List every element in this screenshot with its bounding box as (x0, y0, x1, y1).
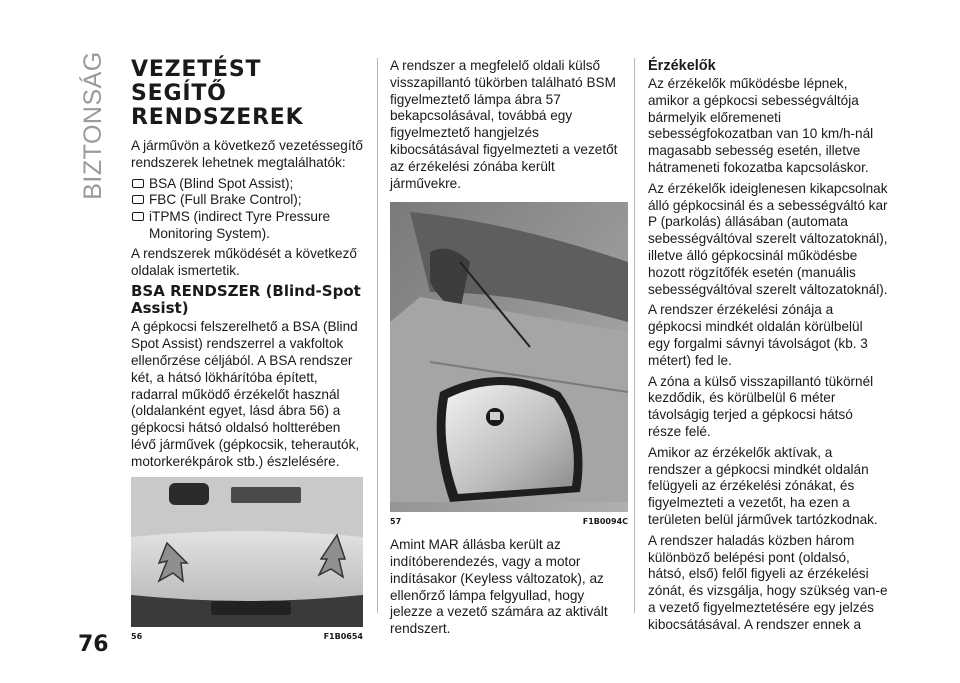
column-divider (634, 58, 635, 613)
figure-57 (390, 202, 628, 531)
sensors-paragraph: A rendszer érzékelési zónája a gépkocsi mindkét oldalán körülbelül egy forgalmi sávnyi távolságot (kb. 3 métert) fed le. (648, 302, 868, 368)
car-rear-bumper-image (131, 477, 363, 627)
outro-paragraph: A rendszerek működését a következő oldalak ismertetik. (131, 245, 357, 278)
list-item: FBC (Full Brake Control); (131, 192, 363, 209)
column-divider (377, 58, 378, 613)
mar-paragraph: Amint MAR állásba került az indítóberendezés, vagy a motor indításakor (Keyless változatok), az ellenőrző lámpa felgyullad, hogy jelezze a vezető számára az aktivált rendszert. (390, 537, 608, 637)
bullet-icon (132, 212, 144, 221)
figure-caption (390, 514, 628, 531)
column-2 (390, 58, 628, 642)
column-1 (131, 58, 363, 651)
section-tab: BIZTONSÁG (78, 50, 107, 200)
figure-caption (131, 629, 363, 646)
bullet-icon (132, 179, 144, 188)
sensors-paragraph: Az érzékelők ideiglenesen kikapcsolnak álló gépkocsinál és a sebességváltó kar P (parkolás) állásában (automata sebességváltóval szerelt változatoknál), illetve álló gépkocsinál működésbe hozott rögzítőfék esetén (manuális sebességváltóval szerelt változatoknál). (648, 180, 888, 297)
systems-list (131, 176, 363, 243)
bsm-paragraph: A rendszer a megfelelő oldali külső visszapillantó tükörben található BSM figyelmeztető lámpa ábra 57 bekapcsolásával, továbbá egy figyelmeztető hangjelzés kibocsátásával figyelmezteti a vezetőt az érzékelési zónába került járművekre. (390, 58, 618, 191)
sensors-paragraph: Amikor az érzékelők aktívak, a rendszer a gépkocsi mindkét oldalán felügyeli az érzékelési zónákat, és figyelmezteti a vezetőt, ha ezen a területen belül járművek tartózkodnak. (648, 444, 878, 527)
bsa-paragraph: A gépkocsi felszerelhető a BSA (Blind Spot Assist) rendszerrel a vakfoltok ellenőrzése céljából. A BSA rendszer két, a hátsó lökhárítóba épített, radarral működő érzékelőt használ (oldalanként egyet, lásd ábra 56) a gépkocsi hátsó oldalsó holtterében lévő járművek (gépkocsik, teherautók, motorkerékpárok stb.) észlelésére. (131, 319, 360, 469)
bsa-heading: BSA RENDSZER (Blind-Spot Assist) (131, 282, 361, 318)
figure-code: F1B0094C (582, 517, 628, 527)
section-title: VEZETÉST SEGÍTŐ RENDSZEREK (131, 57, 304, 130)
list-item: iTPMS (indirect Tyre Pressure Monitoring System). (131, 209, 363, 243)
list-item: BSA (Blind Spot Assist); (131, 176, 363, 193)
intro-paragraph: A járművön a következő vezetéssegítő rendszerek lehetnek megtalálhatók: (131, 138, 363, 170)
side-mirror-image (390, 202, 628, 512)
sensors-paragraph: A zóna a külső visszapillantó tükörnél kezdődik, és körülbelül 6 méter távolságig terjed a gépkocsi hátsó része felé. (648, 373, 874, 439)
figure-number: 56 (131, 631, 143, 641)
page-number: 76 (78, 632, 109, 657)
figure-number: 57 (390, 517, 402, 527)
bullet-icon (132, 195, 144, 204)
sensors-heading: Érzékelők (648, 58, 716, 74)
sensors-paragraph: A rendszer haladás közben három különböző belépési pont (oldalsó, hátsó, első) felől figyeli az érzékelési zónát, és vizsgálja, hogy szükség van-e a vezető figyelmeztetésére egy jelzés kibocsátásával. A rendszer ennek a (648, 532, 888, 632)
column-3 (648, 58, 888, 638)
figure-56 (131, 477, 363, 646)
figure-code: F1B0654 (323, 631, 363, 641)
sensors-paragraph: Az érzékelők működésbe lépnek, amikor a gépkocsi sebességváltója bármelyik előremeneti sebességfokozatban van 10 km/h-nál magasabb sebesség esetén, illetve hátrameneti fokozatba kapcsoláskor. (648, 76, 874, 175)
